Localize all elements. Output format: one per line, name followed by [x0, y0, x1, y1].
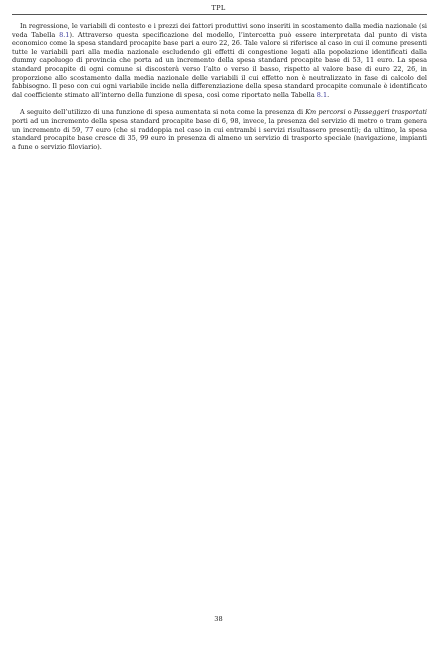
paragraph-2-text-b: o [345, 108, 354, 117]
table-reference-link[interactable]: 8.1 [316, 90, 328, 99]
table-reference-link[interactable]: 8.1 [59, 30, 70, 39]
paragraph-2-text-a: A seguito dell’utilizzo di una funzione di spesa aumentata si nota come la presenza di [20, 108, 306, 117]
paragraph-1-text-c: . [327, 90, 330, 99]
italic-term-passeggeri-trasportati: Passeggeri trasportati [353, 108, 428, 117]
paragraph-2-text-c: porti ad un incremento della spesa standard procapite base di 6, 98, invece, la presenza del servizio di metro o tram genera un incremento di 59, 77 euro (che si raddoppia nel caso in cui entrambi i servizi risultassero presenti); da ultimo, la spesa standard procapite base cresce di 35, 99 euro in presenza di almeno un servizio di trasporto speciale (navigazione, impianti a fune o servizio filoviario). [12, 116, 427, 151]
running-header: TPL [211, 4, 226, 12]
paragraph-1-text-b: ). Attraverso questa specificazione del modello, l’intercetta può essere interpretata dal punto di vista economico come la spesa standard procapite base pari a euro 22, 26. Tale valore si riferisce al caso in cui il comune presenti tutte le variabili pari alla media nazionale escludendo gli effetti di congestione legati alla popolazione identificati dalla dummy capoluogo di provincia che porta ad un incremento della spesa standard procapite base di 53, 11 euro. La spesa standard procapite di ogni comune si discosterà verso l’alto o verso il basso, rispetto al valore base di euro 22, 26, in proporzione allo scostamento dalla media nazionale delle variabili il cui effetto non è neutralizzato in fase di calcolo del fabbisogno. Il peso con cui ogni variabile incide nella differenziazione della spesa standard procapite comunale è identificato dal coefficiente stimato all’interno della funzione di spesa, così come riportato nella Tabella [12, 30, 427, 99]
paragraph-1 [12, 22, 427, 99]
paragraph-1-text-a: In regressione, le variabili di contesto e i prezzi dei fattori produttivi sono inseriti in scostamento dalla media nazionale (si veda Tabella [12, 22, 427, 39]
page-number: 38 [214, 615, 223, 623]
body-text [12, 22, 427, 151]
header-rule [12, 14, 427, 15]
paragraph-2 [12, 108, 427, 151]
italic-term-km-percorsi: Km percorsi [305, 108, 346, 117]
